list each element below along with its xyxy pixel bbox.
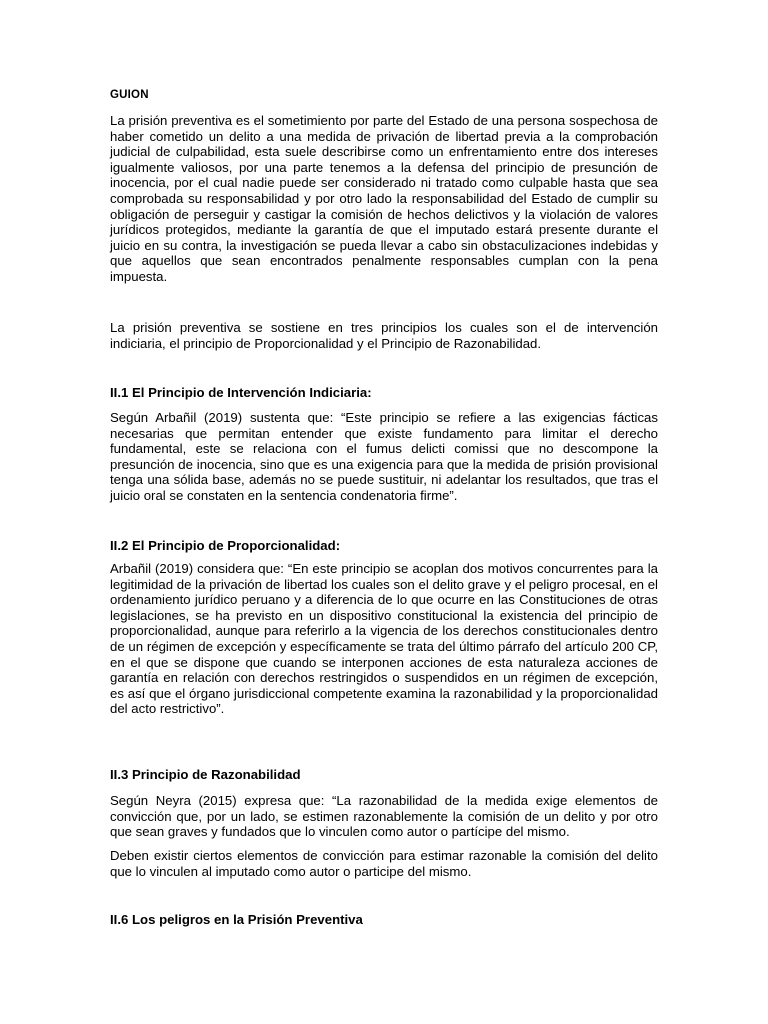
intro-paragraph-1: La prisión preventiva es el sometimiento por parte del Estado de una persona sospechosa de haber cometido un delito a una medida de privación de libertad previa a la comprobación judicial de culpabilidad, esta suele describirse como un enfrentamiento entre dos intereses igualmente valiosos, por una parte tenemos a la defensa del principio de presunción de inocencia, por el cual nadie puede ser considerado ni tratado como culpable hasta que sea comprobada su responsabilidad y por otro lado la responsabilidad del Estado de cumplir su obligación de perseguir y castigar la comisión de hechos delictivos y la violación de valores jurídicos protegidos, mediante la garantía de que el imputado estará presente durante el juicio en su contra, la investigación se pueda llevar a cabo sin obstaculizaciones indebidas y que aquellos que sean encontrados penalmente responsables cumplan con la pena impuesta. [110, 113, 658, 284]
intro-paragraph-2: La prisión preventiva se sostiene en tres principios los cuales son el de intervención indiciaria, el principio de Proporcionalidad y el Principio de Razonabilidad. [110, 320, 658, 351]
section-heading-peligros: II.6 Los peligros en la Prisión Preventiva [110, 912, 363, 927]
section-heading-intervencion: II.1 El Principio de Intervención Indiciaria: [110, 385, 372, 400]
section-paragraph-razonabilidad-1: Según Neyra (2015) expresa que: “La razonabilidad de la medida exige elementos de convicción que, por un lado, se estimen razonablemente la comisión de un delito y por otro que sean graves y fundados que lo vinculen como autor o partícipe del mismo. [110, 793, 658, 840]
section-heading-proporcionalidad: II.2 El Principio de Proporcionalidad: [110, 538, 341, 553]
section-paragraph-intervencion: Según Arbañil (2019) sustenta que: “Este principio se refiere a las exigencias fácticas necesarias que permitan entender que existe fundamento para limitar el derecho fundamental, este se relaciona con el fumus delicti comissi que no descompone la presunción de inocencia, sino que es una exigencia para que la medida de prisión provisional tenga una sólida base, además no se puede sustituir, ni adelantar los resultados, que tras el juicio oral se constaten en la sentencia condenatoria firme”. [110, 410, 658, 503]
document-title: GUION [110, 89, 149, 101]
section-paragraph-razonabilidad-2: Deben existir ciertos elementos de convicción para estimar razonable la comisión del delito que lo vinculen al imputado como autor o participe del mismo. [110, 848, 658, 879]
section-heading-razonabilidad: II.3 Principio de Razonabilidad [110, 767, 301, 782]
section-paragraph-proporcionalidad: Arbañil (2019) considera que: “En este principio se acoplan dos motivos concurrentes para la legitimidad de la privación de libertad los cuales son el delito grave y el peligro procesal, en el ordenamiento jurídico peruano y a diferencia de lo que ocurre en las Constituciones de otras legislaciones, se ha previsto en un dispositivo constitucional la existencia del principio de proporcionalidad, aunque para referirlo a la vigencia de los derechos constitucionales dentro de un régimen de excepción y específicamente se trata del último párrafo del artículo 200 CP, en el que se dispone que cuando se interponen acciones de esta naturaleza acciones de garantía en relación con derechos restringidos o suspendidos en un régimen de excepción, es así que el órgano jurisdiccional competente examina la razonabilidad y la proporcionalidad del acto restrictivo”. [110, 561, 658, 717]
